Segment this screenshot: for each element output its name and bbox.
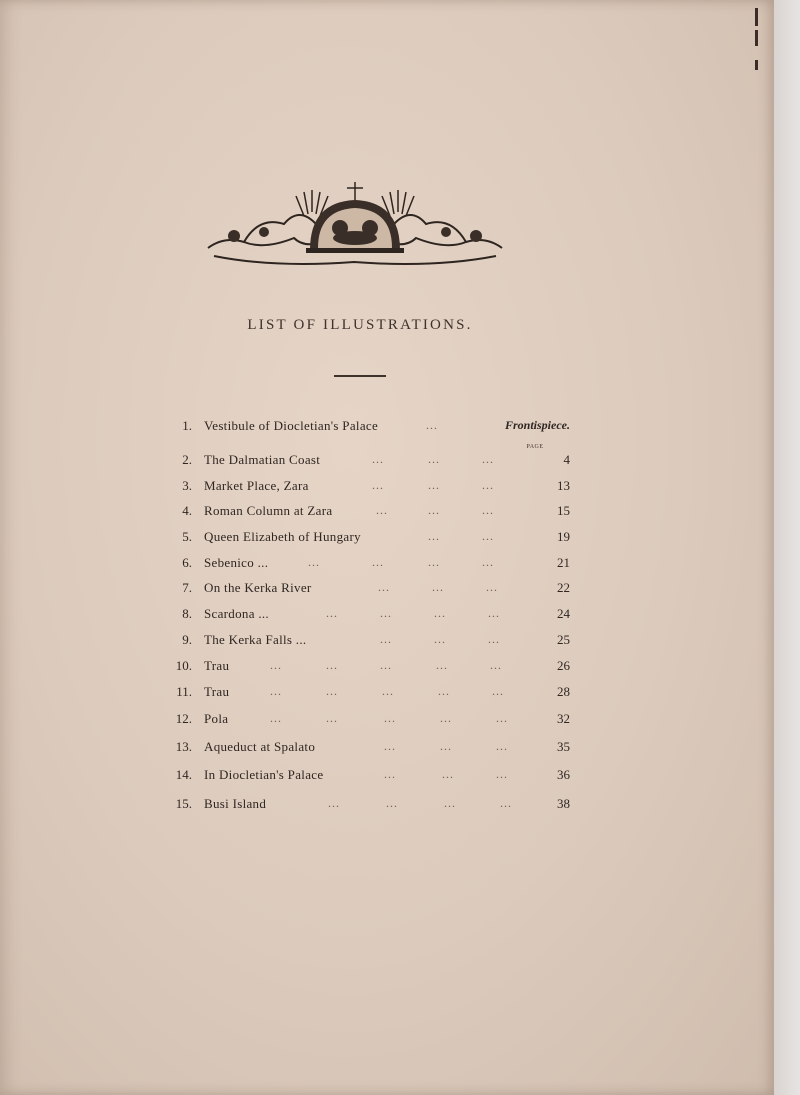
page-edge-mark [755,30,758,46]
leader-dots: ... [490,658,502,672]
leader-dots: ... [384,739,396,753]
item-number: 11. [176,684,192,699]
leader-dots: ... [482,452,494,466]
page-edge-mark [755,8,758,26]
item-page: 13 [557,478,570,493]
page-edge-mark [755,60,758,70]
item-caption: Sebenico ... [204,555,269,570]
leader-dots: ... [380,632,392,646]
list-item [170,580,580,602]
leader-dots: ... [496,767,508,781]
leader-dots: ... [482,478,494,492]
item-caption: Scardona ... [204,606,269,621]
list-item [170,739,580,761]
item-number: 14. [175,767,192,782]
leader-dots: ... [444,796,456,810]
list-item [170,478,580,500]
item-caption: Roman Column at Zara [204,503,333,518]
list-item [170,555,580,577]
list-item [170,632,580,654]
list-item [170,418,580,440]
item-number: 5. [182,529,192,544]
item-page: 25 [557,632,570,647]
leader-dots: ... [326,606,338,620]
leader-dots: ... [326,658,338,672]
list-item [170,503,580,525]
page-column-heading: PAGE [526,444,544,450]
item-page: 15 [557,503,570,518]
title-rule [334,375,386,377]
item-number: 10. [175,658,192,673]
leader-dots: ... [432,580,444,594]
item-caption: Pola [204,711,229,726]
list-item [170,606,580,628]
item-caption: The Dalmatian Coast [204,452,321,467]
leader-dots: ... [328,796,340,810]
list-item [170,711,580,733]
item-number: 7. [182,580,192,595]
leader-dots: ... [382,684,394,698]
leader-dots: ... [436,658,448,672]
leader-dots: ... [428,503,440,517]
leader-dots: ... [442,767,454,781]
leader-dots: ... [308,555,320,569]
item-page: 4 [563,452,570,467]
leader-dots: ... [376,503,388,517]
item-page: Frontispiece. [505,418,570,432]
item-number: 15. [175,796,192,811]
item-page: 26 [557,658,570,673]
leader-dots: ... [380,658,392,672]
leader-dots: ... [440,739,452,753]
item-number: 12. [175,711,192,726]
item-page: 22 [557,580,570,595]
leader-dots: ... [380,606,392,620]
leader-dots: ... [428,555,440,569]
item-page: 28 [557,684,570,699]
item-page: 38 [557,796,570,811]
list-item [170,529,580,551]
leader-dots: ... [482,503,494,517]
leader-dots: ... [270,711,282,725]
item-number: 4. [182,503,192,518]
item-caption: On the Kerka River [204,580,312,595]
list-item [170,796,580,818]
leader-dots: ... [496,739,508,753]
leader-dots: ... [386,796,398,810]
item-caption: Vestibule of Diocletian's Palace [204,418,379,433]
leader-dots: ... [378,580,390,594]
item-caption: The Kerka Falls ... [204,632,307,647]
item-page: 19 [557,529,570,544]
leader-dots: ... [488,606,500,620]
leader-dots: ... [384,767,396,781]
leader-dots: ... [270,658,282,672]
item-caption: In Diocletian's Palace [204,767,324,782]
list-item [170,452,580,474]
item-number: 9. [182,632,192,647]
item-page: 32 [557,711,570,726]
list-item [170,684,580,706]
item-caption: Busi Island [204,796,267,811]
list-item [170,767,580,789]
item-caption: Queen Elizabeth of Hungary [204,529,361,544]
leader-dots: ... [440,711,452,725]
item-page: 21 [557,555,570,570]
leader-dots: ... [496,711,508,725]
leader-dots: ... [500,796,512,810]
item-number: 1. [182,418,192,433]
leader-dots: ... [428,452,440,466]
item-caption: Trau [204,684,230,699]
item-number: 13. [175,739,192,754]
leader-dots: ... [326,684,338,698]
item-number: 3. [182,478,192,493]
item-number: 8. [182,606,192,621]
leader-dots: ... [426,418,438,432]
leader-dots: ... [434,606,446,620]
leader-dots: ... [428,478,440,492]
leader-dots: ... [326,711,338,725]
item-caption: Market Place, Zara [204,478,309,493]
leader-dots: ... [438,684,450,698]
leader-dots: ... [482,555,494,569]
leader-dots: ... [270,684,282,698]
leader-dots: ... [488,632,500,646]
leader-dots: ... [492,684,504,698]
item-page: 36 [557,767,570,782]
leader-dots: ... [384,711,396,725]
leader-dots: ... [486,580,498,594]
leader-dots: ... [428,529,440,543]
item-number: 6. [182,555,192,570]
list-item [170,658,580,680]
leader-dots: ... [372,555,384,569]
item-caption: Aqueduct at Spalato [204,739,316,754]
page-title: LIST OF ILLUSTRATIONS. [247,317,473,333]
item-number: 2. [182,452,192,467]
leader-dots: ... [372,478,384,492]
decorative-headpiece-icon [204,176,506,268]
item-caption: Trau [204,658,230,673]
leader-dots: ... [372,452,384,466]
leader-dots: ... [482,529,494,543]
leader-dots: ... [434,632,446,646]
item-page: 24 [557,606,570,621]
item-page: 35 [557,739,570,754]
